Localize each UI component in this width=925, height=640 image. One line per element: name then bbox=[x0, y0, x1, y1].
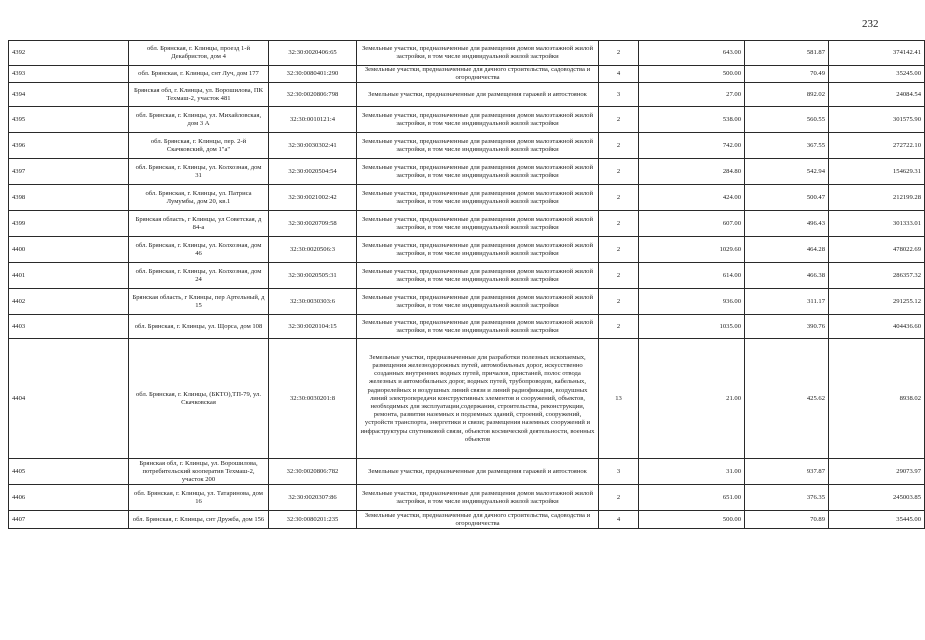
cadastral-value-cell: 291255.12 bbox=[829, 289, 925, 315]
cadastral-value-cell: 24084.54 bbox=[829, 83, 925, 107]
cadastral-number-cell: 32:30:0021002:42 bbox=[269, 185, 357, 211]
cadastral-value-cell: 301575.90 bbox=[829, 107, 925, 133]
row-number: 4404 bbox=[9, 339, 129, 459]
specific-value-cell: 425.62 bbox=[745, 339, 829, 459]
land-use-cell: Земельные участки, предназначенные для размещения домов малоэтажной жилой застройки, в том числе индивидуальной жилой застройки bbox=[357, 107, 599, 133]
area-cell: 31.00 bbox=[639, 459, 745, 485]
table-row bbox=[9, 459, 925, 485]
table-row bbox=[9, 315, 925, 339]
cadastral-number-cell: 32:30:0030303:6 bbox=[269, 289, 357, 315]
specific-value-cell: 892.02 bbox=[745, 83, 829, 107]
specific-value-cell: 311.17 bbox=[745, 289, 829, 315]
area-cell: 27.00 bbox=[639, 83, 745, 107]
table-row bbox=[9, 41, 925, 66]
group-cell: 2 bbox=[599, 263, 639, 289]
area-cell: 1035.00 bbox=[639, 315, 745, 339]
cadastral-number-cell: 32:30:0020806:798 bbox=[269, 83, 357, 107]
area-cell: 643.00 bbox=[639, 41, 745, 66]
land-use-cell: Земельные участки, предназначенные для размещения домов малоэтажной жилой застройки, в том числе индивидуальной жилой застройки bbox=[357, 211, 599, 237]
cadastral-value-cell: 374142.41 bbox=[829, 41, 925, 66]
cadastral-value-cell: 404436.60 bbox=[829, 315, 925, 339]
address-cell: обл. Брянская, г. Клинцы, проезд 1-й Декабристов, дом 4 bbox=[129, 41, 269, 66]
row-number: 4407 bbox=[9, 511, 129, 529]
group-cell: 2 bbox=[599, 159, 639, 185]
row-number: 4401 bbox=[9, 263, 129, 289]
group-cell: 3 bbox=[599, 459, 639, 485]
cadastral-number-cell: 32:30:0030201:8 bbox=[269, 339, 357, 459]
group-cell: 2 bbox=[599, 185, 639, 211]
area-cell: 284.80 bbox=[639, 159, 745, 185]
cadastral-number-cell: 32:30:0020506:3 bbox=[269, 237, 357, 263]
cadastral-value-cell: 272722.10 bbox=[829, 133, 925, 159]
table-row bbox=[9, 485, 925, 511]
address-cell: Брянская обл, г. Клинцы, ул. Ворошилова, ПК Техмаш-2, участок 481 bbox=[129, 83, 269, 107]
cadastral-number-cell: 32:30:0020104:15 bbox=[269, 315, 357, 339]
cadastral-value-cell: 301333.01 bbox=[829, 211, 925, 237]
row-number: 4398 bbox=[9, 185, 129, 211]
table-row bbox=[9, 339, 925, 459]
address-cell: Брянская область, г Клинцы, ул Советская, д 84-а bbox=[129, 211, 269, 237]
address-cell: Брянская область, г Клинцы, пер Артельный, д 15 bbox=[129, 289, 269, 315]
row-number: 4394 bbox=[9, 83, 129, 107]
specific-value-cell: 390.76 bbox=[745, 315, 829, 339]
specific-value-cell: 70.89 bbox=[745, 511, 829, 529]
land-valuation-table bbox=[8, 40, 925, 529]
table-row bbox=[9, 289, 925, 315]
land-use-cell: Земельные участки, предназначенные для размещения домов малоэтажной жилой застройки, в том числе индивидуальной жилой застройки bbox=[357, 185, 599, 211]
cadastral-number-cell: 32:30:0030302:41 bbox=[269, 133, 357, 159]
specific-value-cell: 542.94 bbox=[745, 159, 829, 185]
table-row bbox=[9, 66, 925, 83]
group-cell: 3 bbox=[599, 83, 639, 107]
row-number: 4395 bbox=[9, 107, 129, 133]
land-use-cell: Земельные участки, предназначенные для разработки полезных ископаемых, размещения железнодорожных путей, автомобильных дорог, искусственно созданных внутренних водных путей, причалов, пристаней, полос отвода железных и автомобильных дорог, водных путей, трубопроводов, кабельных, радиорелейных и воздушных линий связи и линий радиофикации, воздушных линий электропередачи конструктивных элементов и сооружений, объектов, необходимых для эксплуатации,содержания, строительства, реконструкции, ремонта, развития наземных и подземных зданий, строений, сооружений, устройств транспорта, энергетики и связи; размещения наземных сооружений и инфраструктуры спутниковой связи, объектов космической деятельности, военных объектов bbox=[357, 339, 599, 459]
group-cell: 4 bbox=[599, 511, 639, 529]
land-use-cell: Земельные участки, предназначенные для дачного строительства, садоводства и огородничества bbox=[357, 511, 599, 529]
table-row bbox=[9, 185, 925, 211]
specific-value-cell: 937.87 bbox=[745, 459, 829, 485]
cadastral-value-cell: 286357.32 bbox=[829, 263, 925, 289]
cadastral-number-cell: 32:30:0020504:54 bbox=[269, 159, 357, 185]
cadastral-number-cell: 32:30:0020505:31 bbox=[269, 263, 357, 289]
land-use-cell: Земельные участки, предназначенные для дачного строительства, садоводства и огородничества bbox=[357, 66, 599, 83]
land-use-cell: Земельные участки, предназначенные для размещения гаражей и автостоянок bbox=[357, 83, 599, 107]
row-number: 4406 bbox=[9, 485, 129, 511]
specific-value-cell: 70.49 bbox=[745, 66, 829, 83]
table-row bbox=[9, 107, 925, 133]
land-use-cell: Земельные участки, предназначенные для размещения домов малоэтажной жилой застройки, в том числе индивидуальной жилой застройки bbox=[357, 133, 599, 159]
address-cell: обл. Брянская, г. Клинцы, ул. Колхозная, дом 24 bbox=[129, 263, 269, 289]
row-number: 4402 bbox=[9, 289, 129, 315]
specific-value-cell: 496.43 bbox=[745, 211, 829, 237]
specific-value-cell: 500.47 bbox=[745, 185, 829, 211]
group-cell: 2 bbox=[599, 315, 639, 339]
cadastral-number-cell: 32:30:0020307:86 bbox=[269, 485, 357, 511]
address-cell: обл. Брянская, г. Клинцы, ул. Михайловская, дом 3 А bbox=[129, 107, 269, 133]
group-cell: 2 bbox=[599, 237, 639, 263]
address-cell: обл. Брянская, г. Клинцы, ул. Патриса Лумумбы, дом 20, кв.1 bbox=[129, 185, 269, 211]
row-number: 4393 bbox=[9, 66, 129, 83]
group-cell: 2 bbox=[599, 289, 639, 315]
address-cell: обл. Брянская, г. Клинцы, пер. 2-й Скачковский, дом 1"а" bbox=[129, 133, 269, 159]
area-cell: 538.00 bbox=[639, 107, 745, 133]
area-cell: 424.00 bbox=[639, 185, 745, 211]
cadastral-value-cell: 245003.85 bbox=[829, 485, 925, 511]
land-use-cell: Земельные участки, предназначенные для размещения домов малоэтажной жилой застройки, в том числе индивидуальной жилой застройки bbox=[357, 159, 599, 185]
land-use-cell: Земельные участки, предназначенные для размещения домов малоэтажной жилой застройки, в том числе индивидуальной жилой застройки bbox=[357, 485, 599, 511]
address-cell: обл. Брянская, г. Клинцы, ул. Колхозная, дом 31 bbox=[129, 159, 269, 185]
cadastral-number-cell: 32:30:0020806:782 bbox=[269, 459, 357, 485]
cadastral-number-cell: 32:30:0010121:4 bbox=[269, 107, 357, 133]
table-row bbox=[9, 263, 925, 289]
row-number: 4400 bbox=[9, 237, 129, 263]
row-number: 4396 bbox=[9, 133, 129, 159]
table-row bbox=[9, 133, 925, 159]
group-cell: 2 bbox=[599, 133, 639, 159]
cadastral-value-cell: 8938.02 bbox=[829, 339, 925, 459]
cadastral-value-cell: 35445.00 bbox=[829, 511, 925, 529]
group-cell: 2 bbox=[599, 211, 639, 237]
row-number: 4405 bbox=[9, 459, 129, 485]
area-cell: 500.00 bbox=[639, 511, 745, 529]
address-cell: обл. Брянская, г. Клинцы, (БКТО),ТП-79, ул. Скачковская bbox=[129, 339, 269, 459]
specific-value-cell: 464.28 bbox=[745, 237, 829, 263]
cadastral-value-cell: 478022.69 bbox=[829, 237, 925, 263]
row-number: 4392 bbox=[9, 41, 129, 66]
group-cell: 2 bbox=[599, 485, 639, 511]
group-cell: 2 bbox=[599, 107, 639, 133]
cadastral-number-cell: 32:30:0020709:58 bbox=[269, 211, 357, 237]
group-cell: 4 bbox=[599, 66, 639, 83]
cadastral-number-cell: 32:30:0020406:65 bbox=[269, 41, 357, 66]
address-cell: обл. Брянская, г. Клинцы, ул. Колхозная, дом 46 bbox=[129, 237, 269, 263]
address-cell: обл. Брянская, г. Клинцы, ул. Татаринова, дом 16 bbox=[129, 485, 269, 511]
row-number: 4399 bbox=[9, 211, 129, 237]
address-cell: Брянская обл, г. Клинцы, ул. Ворошилова, потребительский кооператив Техмаш-2, участок 200 bbox=[129, 459, 269, 485]
page-number: 232 bbox=[862, 18, 879, 30]
land-use-cell: Земельные участки, предназначенные для размещения гаражей и автостоянок bbox=[357, 459, 599, 485]
land-use-cell: Земельные участки, предназначенные для размещения домов малоэтажной жилой застройки, в том числе индивидуальной жилой застройки bbox=[357, 41, 599, 66]
land-use-cell: Земельные участки, предназначенные для размещения домов малоэтажной жилой застройки, в том числе индивидуальной жилой застройки bbox=[357, 289, 599, 315]
area-cell: 607.00 bbox=[639, 211, 745, 237]
cadastral-value-cell: 35245.00 bbox=[829, 66, 925, 83]
area-cell: 21.00 bbox=[639, 339, 745, 459]
table-row bbox=[9, 237, 925, 263]
table-row bbox=[9, 211, 925, 237]
cadastral-value-cell: 29073.97 bbox=[829, 459, 925, 485]
cadastral-value-cell: 154629.31 bbox=[829, 159, 925, 185]
table-row bbox=[9, 511, 925, 529]
table-row bbox=[9, 159, 925, 185]
cadastral-number-cell: 32:30:0080201:235 bbox=[269, 511, 357, 529]
land-use-cell: Земельные участки, предназначенные для размещения домов малоэтажной жилой застройки, в том числе индивидуальной жилой застройки bbox=[357, 315, 599, 339]
address-cell: обл. Брянская, г. Клинцы, ул. Щорса, дом 108 bbox=[129, 315, 269, 339]
specific-value-cell: 466.38 bbox=[745, 263, 829, 289]
specific-value-cell: 581.87 bbox=[745, 41, 829, 66]
land-use-cell: Земельные участки, предназначенные для размещения домов малоэтажной жилой застройки, в том числе индивидуальной жилой застройки bbox=[357, 263, 599, 289]
specific-value-cell: 560.55 bbox=[745, 107, 829, 133]
address-cell: обл. Брянская, г. Клинцы, снт Луч, дом 177 bbox=[129, 66, 269, 83]
area-cell: 651.00 bbox=[639, 485, 745, 511]
area-cell: 500.00 bbox=[639, 66, 745, 83]
specific-value-cell: 367.55 bbox=[745, 133, 829, 159]
row-number: 4403 bbox=[9, 315, 129, 339]
address-cell: обл. Брянская, г. Клинцы, снт Дружба, дом 156 bbox=[129, 511, 269, 529]
row-number: 4397 bbox=[9, 159, 129, 185]
group-cell: 2 bbox=[599, 41, 639, 66]
specific-value-cell: 376.35 bbox=[745, 485, 829, 511]
area-cell: 936.00 bbox=[639, 289, 745, 315]
cadastral-value-cell: 212199.28 bbox=[829, 185, 925, 211]
area-cell: 614.00 bbox=[639, 263, 745, 289]
table-row bbox=[9, 83, 925, 107]
area-cell: 742.00 bbox=[639, 133, 745, 159]
cadastral-number-cell: 32:30:0080401:290 bbox=[269, 66, 357, 83]
group-cell: 13 bbox=[599, 339, 639, 459]
land-use-cell: Земельные участки, предназначенные для размещения домов малоэтажной жилой застройки, в том числе индивидуальной жилой застройки bbox=[357, 237, 599, 263]
area-cell: 1029.60 bbox=[639, 237, 745, 263]
